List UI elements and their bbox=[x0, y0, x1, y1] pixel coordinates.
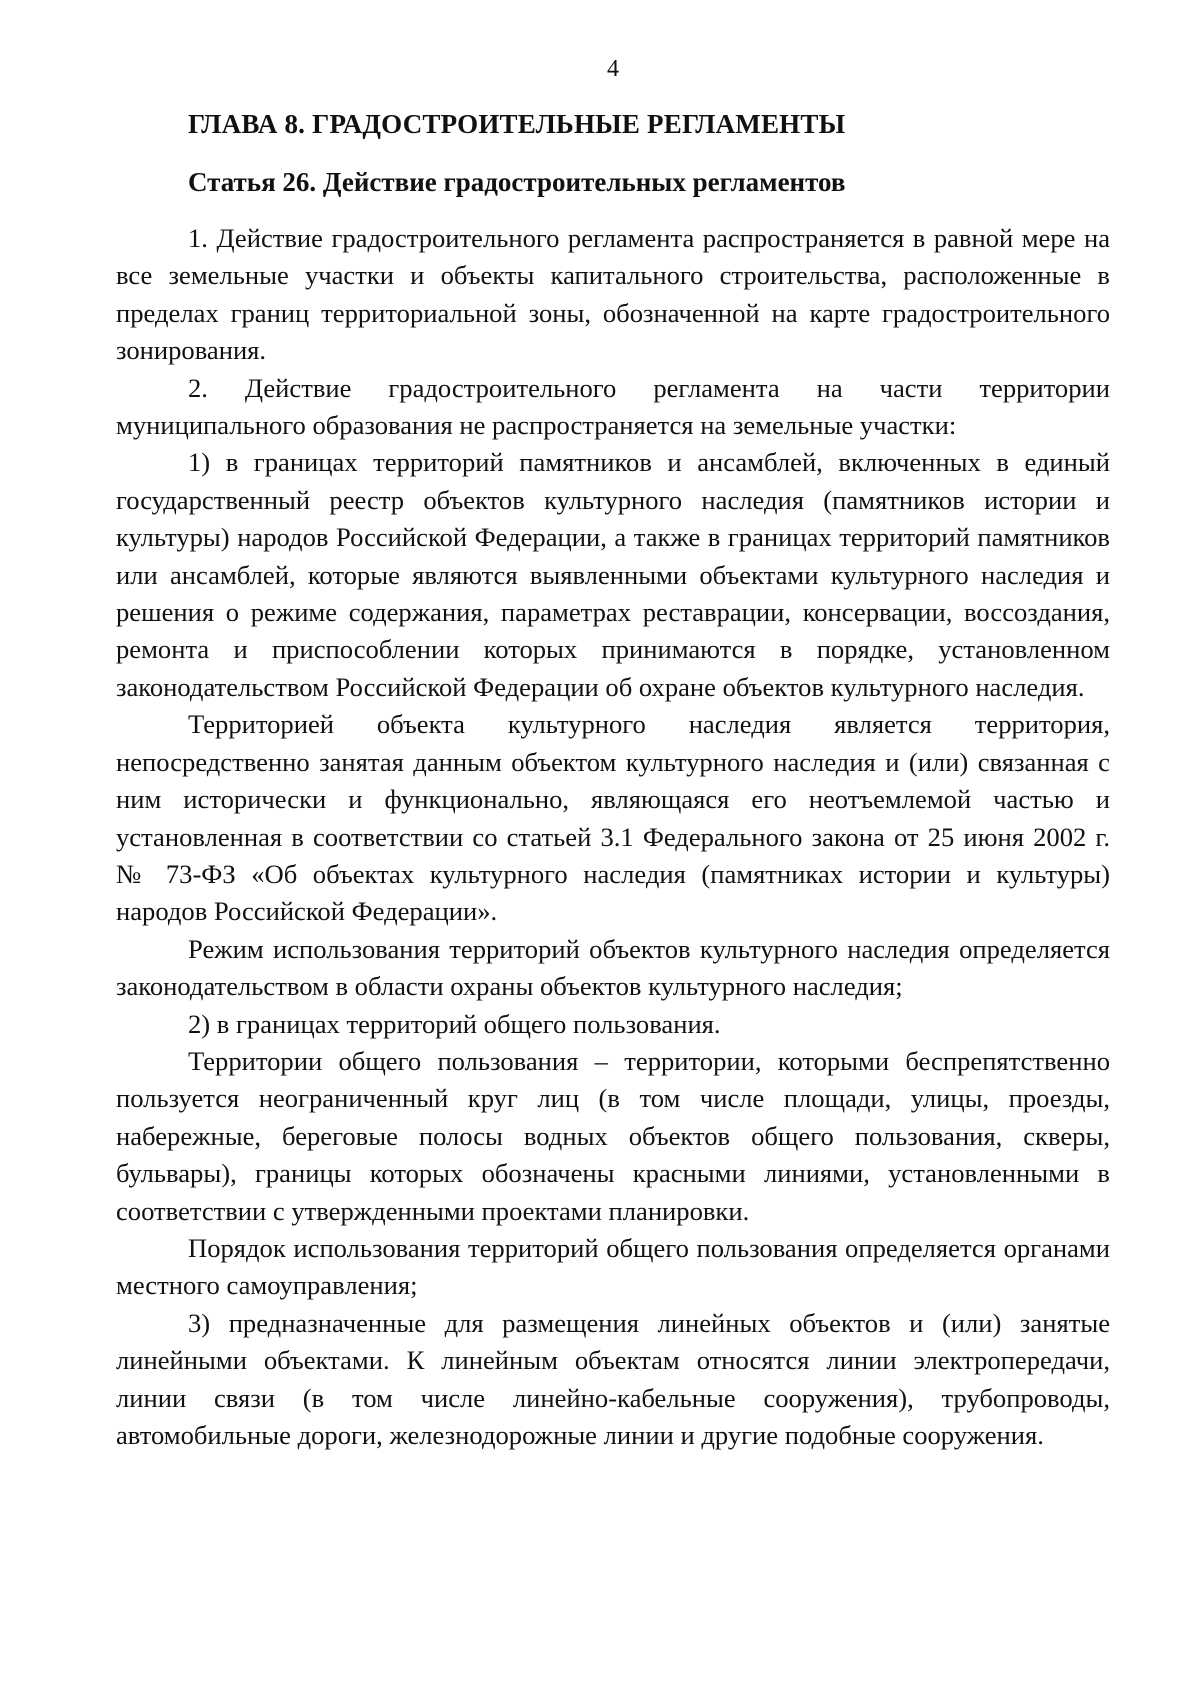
chapter-title: ГЛАВА 8. ГРАДОСТРОИТЕЛЬНЫЕ РЕГЛАМЕНТЫ bbox=[188, 109, 846, 139]
paragraph-3: 1) в границах территорий памятников и ансамблей, включенных в единый государственный реестр объектов культурного наследия (памятников истории и культуры) народов Российской Федерации, а также в границах территорий памятников или ансамблей, которые являются выявленными объектами культурного наследия и решения о режиме содержания, параметрах реставрации, консервации, воссоздания, ремонта и приспособлении которых принимаются в порядке, установленном законодательством Российской Федерации об охране объектов культурного наследия. bbox=[116, 447, 1110, 702]
document-page bbox=[116, 54, 1110, 1454]
paragraph-5: Режим использования территорий объектов культурного наследия определяется законодательством в области охраны объектов культурного наследия; bbox=[116, 933, 1110, 1002]
page-number: 4 bbox=[607, 56, 619, 82]
paragraph-6: 2) в границах территорий общего пользования. bbox=[188, 1008, 721, 1039]
paragraph-1: 1. Действие градостроительного регламента распространяется в равной мере на все земельные участки и объекты капитального строительства, расположенные в пределах границ территориальной зоны, обозначенной на карте градостроительного зонирования. bbox=[116, 223, 1110, 366]
article-body bbox=[116, 220, 1110, 1454]
paragraph-2: 2. Действие градостроительного регламента на части территории муниципального образования не распространяется на земельные участки: bbox=[116, 372, 1110, 441]
paragraph-9: 3) предназначенные для размещения линейных объектов и (или) занятые линейными объектами. К линейным объектам относятся линии электропередачи, линии связи (в том числе линейно-кабельные сооружения), трубопроводы, автомобильные дороги, железнодорожные линии и другие подобные сооружения. bbox=[116, 1307, 1110, 1450]
paragraph-7: Территории общего пользования – территории, которыми беспрепятственно пользуется неограниченный круг лиц (в том числе площади, улицы, проезды, набережные, береговые полосы водных объектов общего пользования, скверы, бульвары), границы которых обозначены красными линиями, установленными в соответствии с утвержденными проектами планировки. bbox=[116, 1045, 1110, 1226]
paragraph-4: Территорией объекта культурного наследия является территория, непосредственно занятая данным объектом культурного наследия и (или) связанная с ним исторически и функционально, являющаяся его неотъемлемой частью и установленная в соответствии со статьей 3.1 Федерального закона от 25 июня 2002 г. № 73-ФЗ «Об объектах культурного наследия (памятниках истории и культуры) народов Российской Федерации». bbox=[116, 709, 1110, 927]
paragraph-8: Порядок использования территорий общего пользования определяется органами местного самоуправления; bbox=[116, 1232, 1110, 1301]
article-title: Статья 26. Действие градостроительных регламентов bbox=[188, 167, 846, 197]
